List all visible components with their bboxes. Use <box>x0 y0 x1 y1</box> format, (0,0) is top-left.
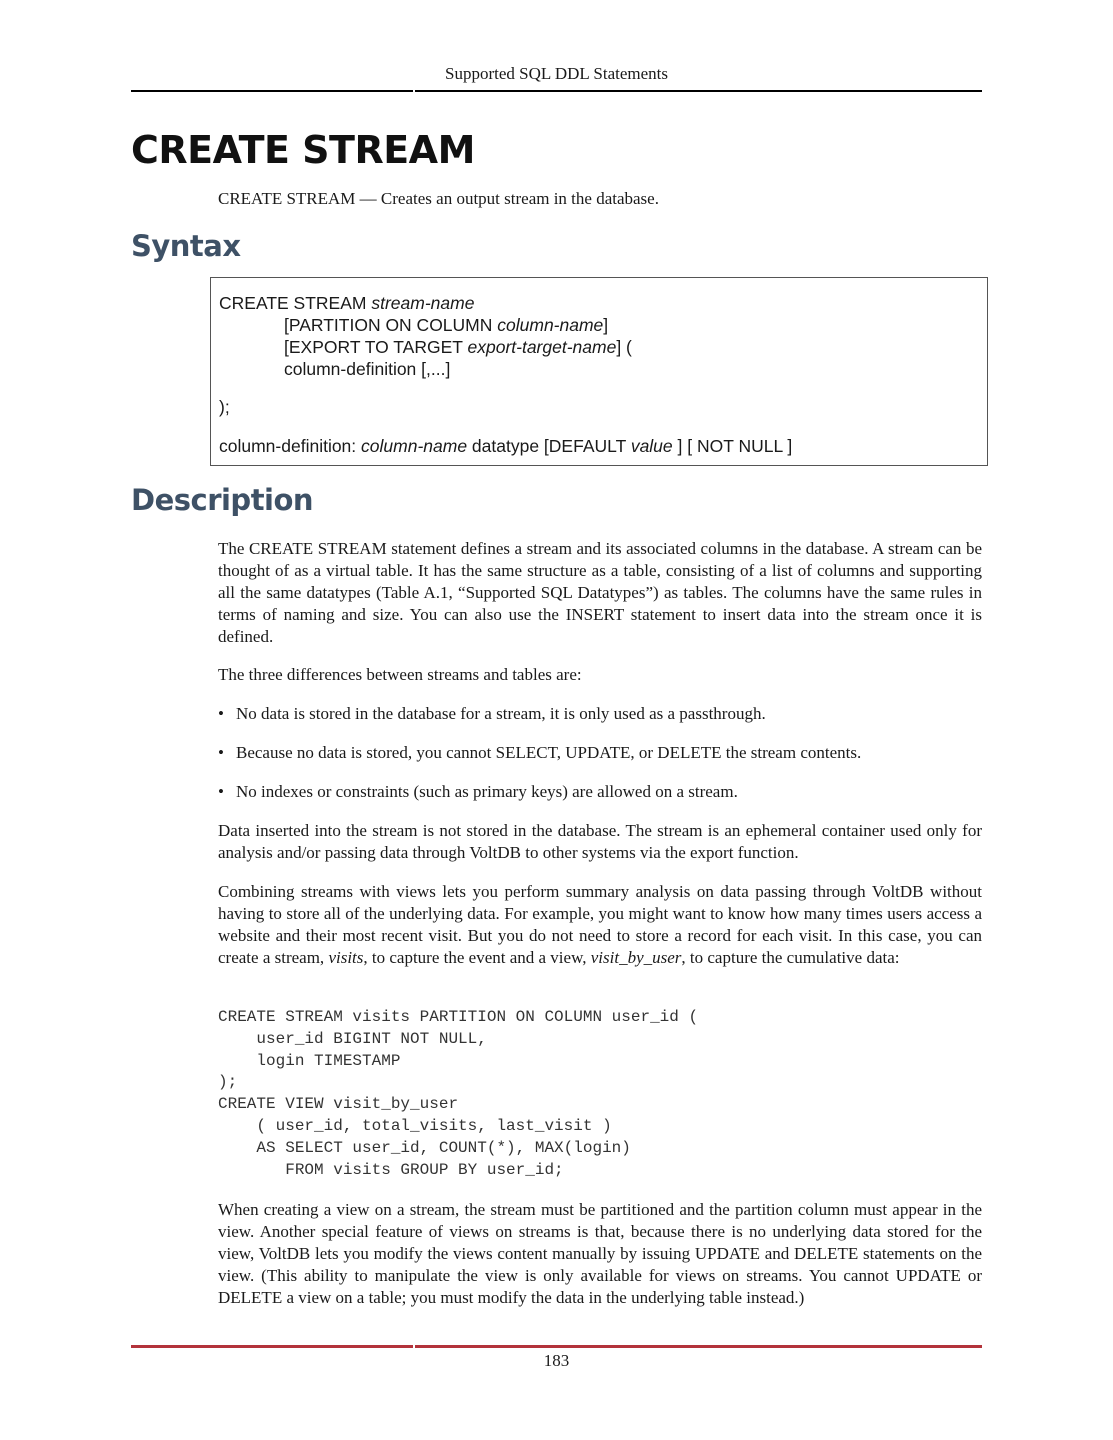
syntax-line-6 <box>219 436 792 457</box>
syntax-line-2 <box>284 315 608 336</box>
list-item-text: No indexes or constraints (such as primary keys) are allowed on a stream. <box>236 782 738 801</box>
syntax-keyword: [EXPORT TO TARGET <box>284 337 468 357</box>
syntax-heading: Syntax <box>131 229 241 263</box>
paragraph-text: The three differences between streams and tables are: <box>218 665 582 684</box>
refpurpose: CREATE STREAM — Creates an output stream in the database. <box>218 189 659 208</box>
paragraph-text: When creating a view on a stream, the stream must be partitioned and the partition column must appear in the view. Another special feature of views on streams is that, because there is no underlying data stored for the view, VoltDB lets you modify the views content manually by issuing UPDATE and DELETE statements on the view. (This ability to manipulate the view is only available for views on streams. You cannot UPDATE or DELETE a view on a table; you must modify the data in the underlying table instead.) <box>218 1200 982 1307</box>
header-rule <box>131 90 982 92</box>
syntax-line-3 <box>284 337 632 358</box>
emphasis: visit_by_user <box>590 948 682 967</box>
page-number: 183 <box>543 1351 570 1370</box>
description-paragraph-4 <box>218 881 982 969</box>
syntax-text: column-definition: <box>219 436 362 456</box>
page-title: CREATE STREAM <box>131 128 475 172</box>
text-run: , to capture the cumulative data: <box>681 948 900 967</box>
paragraph-text: Data inserted into the stream is not stored in the database. The stream is an ephemeral container used only for analysis and/or passing data through VoltDB to other systems via the export function. <box>218 821 982 862</box>
syntax-line-4: column-definition [,...] <box>284 359 451 379</box>
description-heading: Description <box>131 483 314 517</box>
syntax-arg: column-name <box>497 315 604 335</box>
bullet-marker: • <box>218 704 224 723</box>
syntax-keyword: [PARTITION ON COLUMN <box>284 315 498 335</box>
bullet-marker: • <box>218 743 224 762</box>
syntax-line-5: ); <box>219 397 230 417</box>
bullet-marker: • <box>218 782 224 801</box>
syntax-arg: stream-name <box>371 293 475 313</box>
syntax-arg: column-name <box>361 436 468 456</box>
list-item-text: No data is stored in the database for a stream, it is only used as a passthrough. <box>236 704 766 723</box>
syntax-punct: ] ( <box>616 337 632 357</box>
paragraph-text <box>218 881 982 969</box>
syntax-arg: value <box>630 436 673 456</box>
list-item-text: Because no data is stored, you cannot SELECT, UPDATE, or DELETE the stream contents. <box>236 743 862 762</box>
syntax-arg: export-target-name <box>467 337 617 357</box>
text-run: Combining streams with views lets you perform summary analysis on data passing through VoltDB without having to store all of the underlying data. For example, you might want to know how many times users access a website and their most recent visit. But you do not need to store a record for each visit. In this case, you can create a stream, <box>218 882 982 967</box>
description-paragraph-2 <box>218 664 982 686</box>
syntax-text: datatype [DEFAULT <box>467 436 631 456</box>
footer-rule <box>131 1345 982 1348</box>
paragraph-text: The CREATE STREAM statement defines a stream and its associated columns in the database. A stream can be thought of as a virtual table. It has the same structure as a table, consisting of a list of columns and supporting all the same datatypes (Table A.1, “Supported SQL Datatypes”) as tables. The columns have the same rules in terms of naming and size. You can also use the INSERT statement to insert data into the stream once it is defined. <box>218 539 982 646</box>
code-example: CREATE STREAM visits PARTITION ON COLUMN user_id ( user_id BIGINT NOT NULL, login TIMESTAMP ); CREATE VIEW visit_by_user ( user_id, total_visits, last_visit ) AS SELECT user_id, COUNT(*), MAX(login) FROM visits GROUP BY user_id; <box>218 1008 699 1179</box>
emphasis: visits <box>328 948 364 967</box>
syntax-box <box>210 277 988 466</box>
description-paragraph-5 <box>218 1199 982 1309</box>
syntax-keyword: CREATE STREAM <box>219 293 372 313</box>
running-header: Supported SQL DDL Statements <box>444 64 669 83</box>
syntax-text: ] [ NOT NULL ] <box>672 436 793 456</box>
syntax-punct: ] <box>603 315 609 335</box>
text-run: , to capture the event and a view, <box>363 948 591 967</box>
description-paragraph-3 <box>218 820 982 864</box>
description-paragraph-1 <box>218 538 982 648</box>
syntax-line-1 <box>219 293 474 314</box>
